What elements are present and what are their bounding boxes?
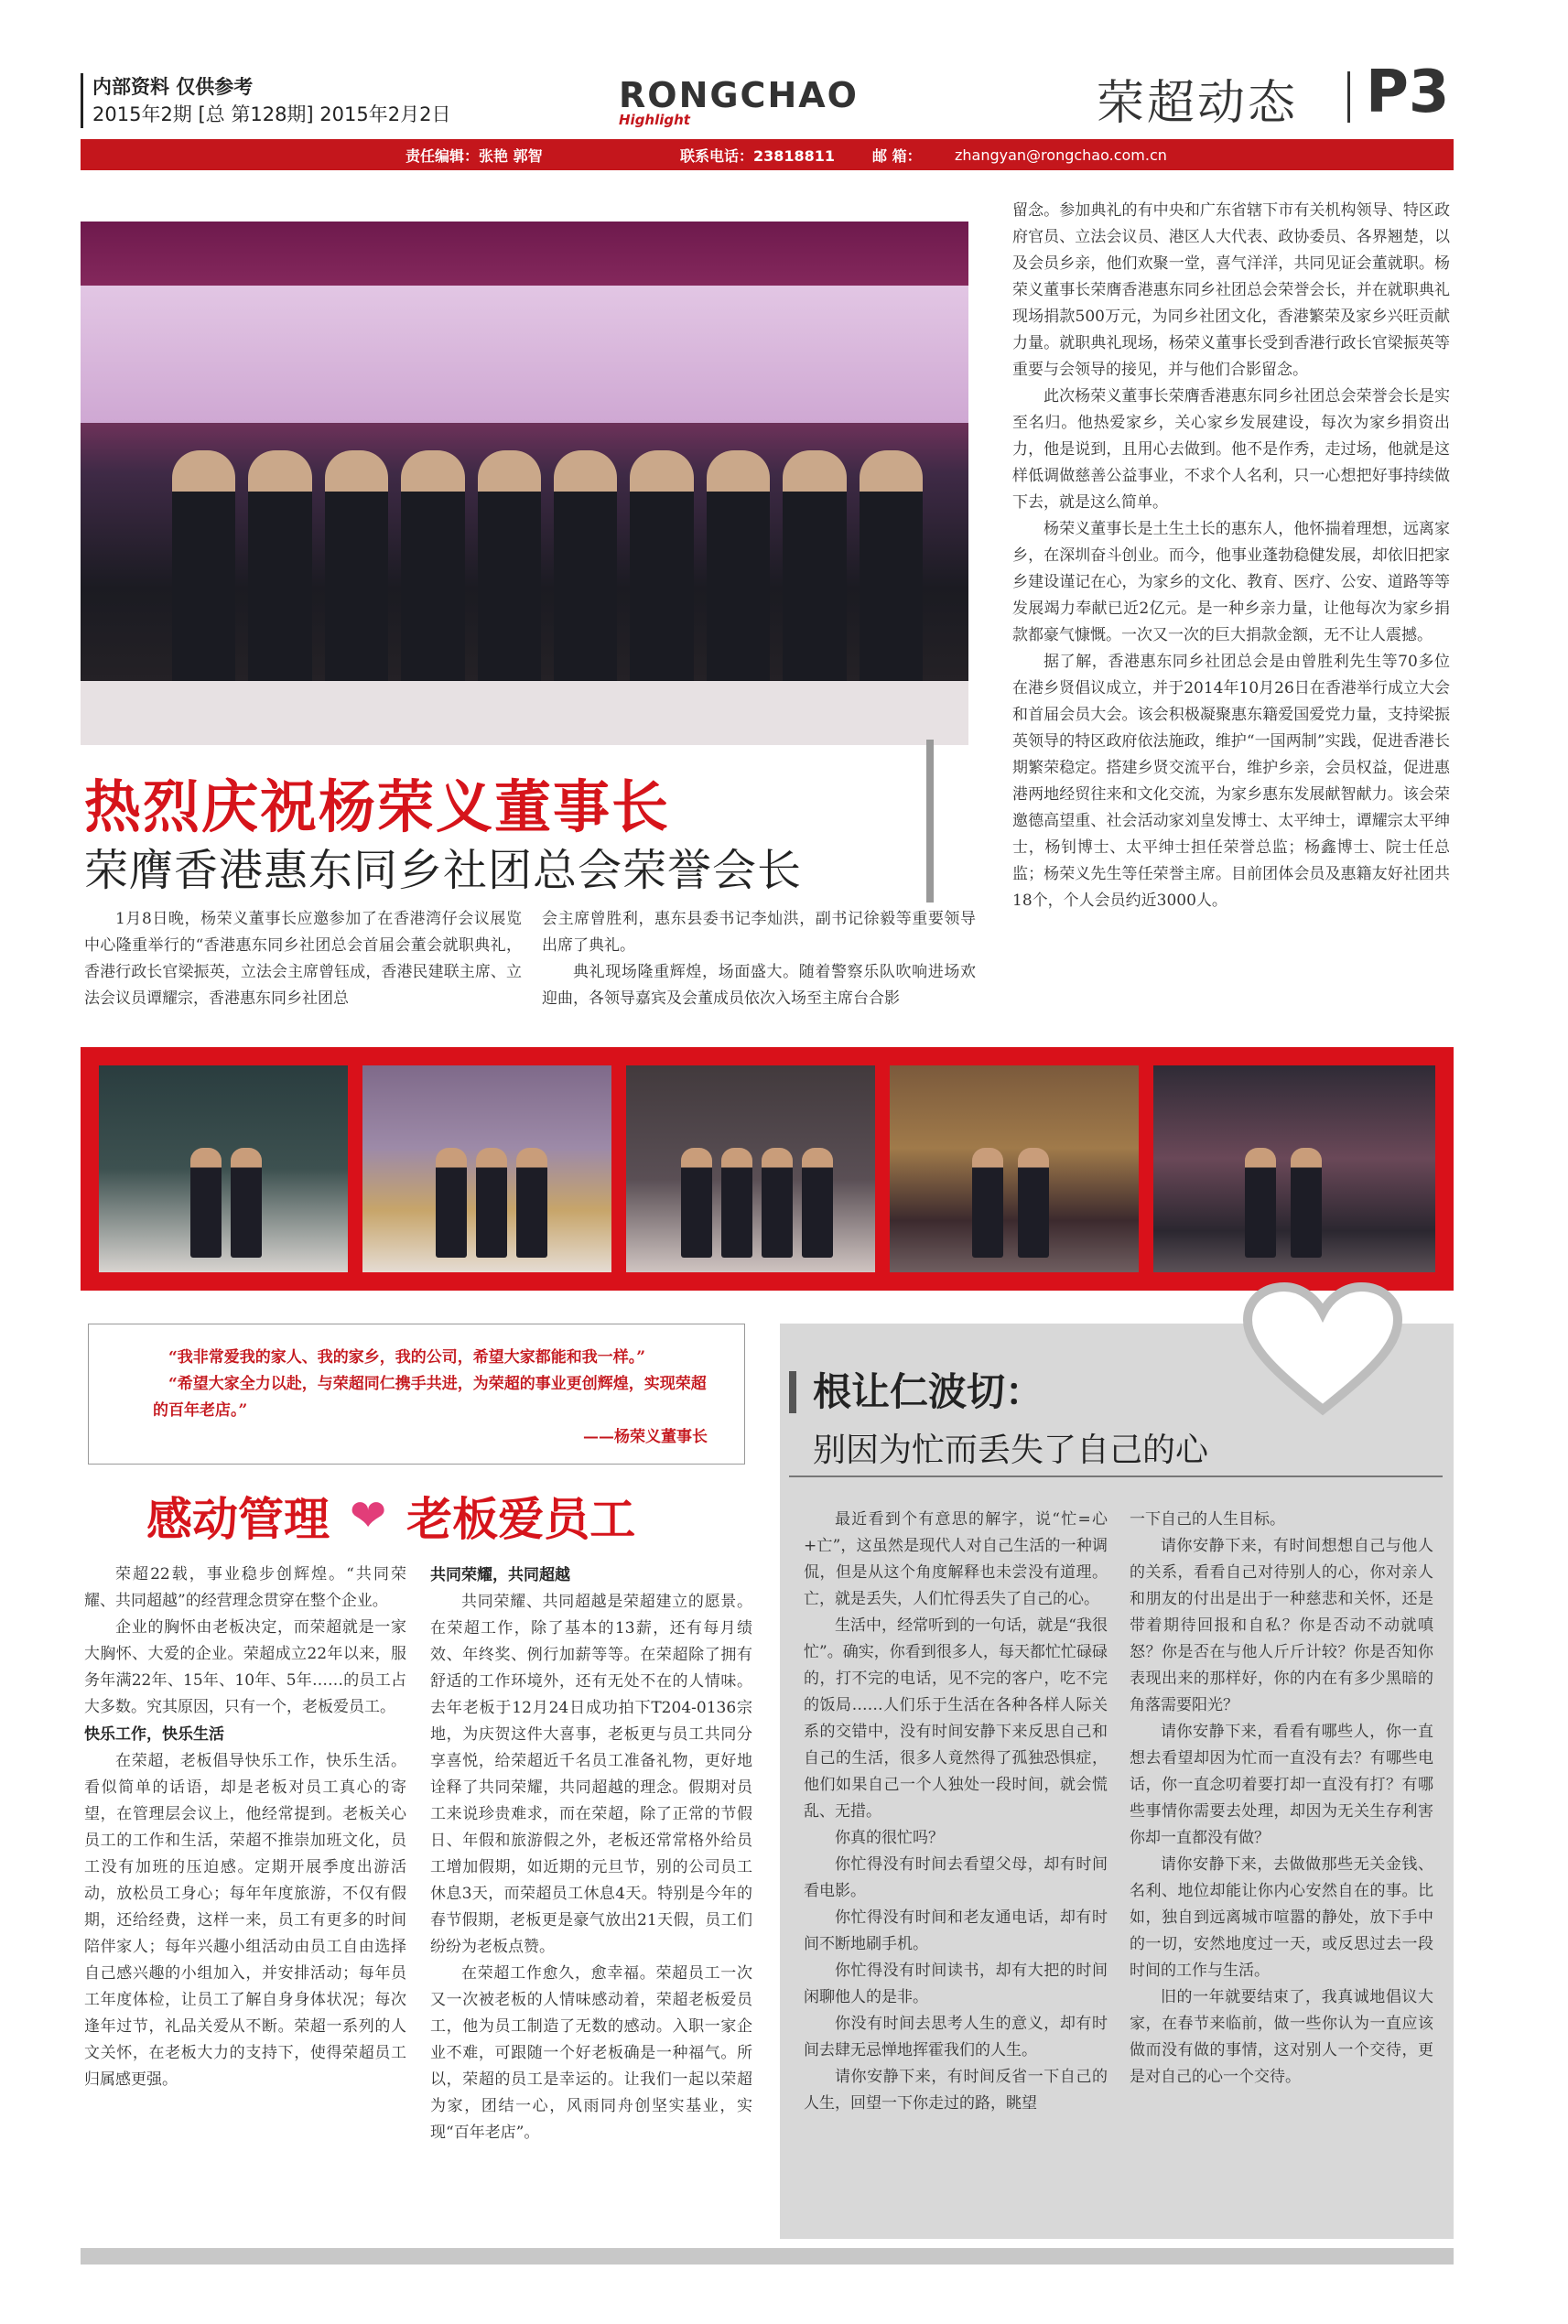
- feature-subtitle: 别因为忙而丢失了自己的心: [813, 1432, 1209, 1469]
- title-right: 老板爱员工: [406, 1493, 636, 1546]
- paragraph: 你忙得没有时间和老友通电话，却有时间不断地刷手机。: [804, 1908, 1108, 1953]
- article-column-1: [84, 906, 522, 1012]
- gallery-photo: [99, 1065, 348, 1272]
- quote-signature: ——杨荣义董事长: [583, 1428, 708, 1446]
- mail-address: zhangyan@rongchao.com.cn: [955, 146, 1167, 164]
- quote-box: [88, 1324, 745, 1465]
- paragraph: 旧的一年就要结束了，我真诚地倡议大家，在春节来临前，做一些你认为一直应该做而没有做的事情，这对别人一个交待，更是对自己的心一个交待。: [1130, 1988, 1433, 2086]
- feature-title: 根让仁波切：: [789, 1371, 1448, 1413]
- gallery-photo: [626, 1065, 875, 1272]
- masthead-info: [81, 73, 593, 128]
- paragraph: 典礼现场隆重辉煌，场面盛大。随着警察乐队吹响进场欢迎曲，各领导嘉宾及会董成员依次入场至主席台合影: [542, 963, 976, 1008]
- paragraph: 企业的胸怀由老板决定，而荣超就是一家大胸怀、大爱的企业。荣超成立22年以来，服务年满22年、15年、10年、5年……的员工占大多数。究其原因，只有一个，老板爱员工。: [84, 1618, 406, 1716]
- paragraph: 请你安静下来，有时间反省一下自己的人生，回望一下你走过的路，眺望: [804, 2068, 1108, 2113]
- paragraph: 请你安静下来，去做做那些无关金钱、名利、地位却能让你内心安然自在的事。比如，独自到远离城市喧嚣的静处，放下手中的一切，安然地度过一天，或反思过去一段时间的工作与生活。: [1130, 1855, 1433, 1980]
- heart-icon: ❤: [350, 1490, 387, 1541]
- section-divider: [1347, 71, 1350, 123]
- gallery-photo: [890, 1065, 1139, 1272]
- subheading: 共同荣耀，共同超越: [430, 1566, 570, 1584]
- gallery-photo: [1153, 1065, 1435, 1272]
- editors: 责任编辑：张艳 郭智: [406, 146, 543, 165]
- article-column-3: [1012, 198, 1450, 914]
- paragraph: 据了解，香港惠东同乡社团总会是由曾胜利先生等70多位在港乡贤倡议成立，并于2014年10月26日在香港举行成立大会和首届会员大会。该会积极凝聚惠东籍爱国爱党力量，支持梁振英领导的特区政府依法施政，维护“一国两制”实践，促进香港长期繁荣稳定。搭建乡贤交流平台，维护乡亲，会员权益，促进惠港两地经贸往来和文化交流，为家乡惠东发展献智献力。该会荣邀德高望重、社会活动家刘皇发博士、太平绅士，谭耀宗太平绅士，杨钊博士、太平绅士担任荣誉总监；杨鑫博士、院士任总监；杨荣义先生等任荣誉主席。目前团体会员及惠籍友好社团共18个，个人会员约近3000人。: [1012, 653, 1450, 910]
- paragraph: 请你安静下来，看看有哪些人，你一直想去看望却因为忙而一直没有去？有哪些电话，你一直念叨着要打却一直没有打？有哪些事情你需要去处理，却因为无关生存利害你却一直都没有做？: [1130, 1723, 1433, 1847]
- paragraph: 在荣超，老板倡导快乐工作，快乐生活。看似简单的话语，却是老板对员工真心的寄望，在管理层会议上，他经常提到。老板关心员工的工作和生活，荣超不推崇加班文化，员工没有加班的压迫感。定期开展季度出游活动，放松员工身心；每年年度旅游，不仅有假期，还给经费，这样一来，员工有更多的时间陪伴家人；每年兴趣小组活动由员工自由选择自己感兴趣的小组加入，并安排活动；每年员工年度体检，让员工了解自身身体状况；每次逢年过节，礼品关爱从不断。荣超一系列的人文关怀，在老板大力的支持下，使得荣超员工归属感更强。: [84, 1752, 406, 2089]
- paragraph: 生活中，经常听到的一句话，就是“我很忙”。确实，你看到很多人，每天都忙忙碌碌的，打不完的电话，见不完的客户，吃不完的饭局……人们乐于生活在各种各样人际关系的交错中，没有时间安静下来反思自己和自己的生活，很多人竟然得了孤独恐惧症，他们如果自己一个人独处一段时间，就会慌乱、无措。: [804, 1616, 1108, 1821]
- photo-people: [172, 423, 923, 707]
- paragraph: 你没有时间去思考人生的意义，却有时间去肆无忌惮地挥霍我们的人生。: [804, 2015, 1108, 2059]
- hero-photo: [81, 222, 968, 745]
- headline-divider: [926, 740, 934, 903]
- feature-divider: [789, 1475, 1443, 1477]
- paragraph: 留念。参加典礼的有中央和广东省辖下市有关机构领导、特区政府官员、立法会议员、港区人大代表、政协委员、各界翘楚，以及会员乡亲，他们欢聚一堂，喜气洋洋，共同见证会董就职。杨荣义董事长荣膺香港惠东同乡社团总会荣誉会长，并在就职典礼现场捐款500万元，为同乡社团文化，香港繁荣及家乡兴旺贡献力量。就职典礼现场，杨荣义董事长受到香港行政长官梁振英等重要与会领导的接见，并与他们合影留念。: [1012, 201, 1450, 379]
- quote-2: “希望大家全力以赴，与荣超同仁携手共进，为荣超的事业更创辉煌，实现荣超的百年老店。”: [153, 1375, 707, 1420]
- paragraph: 共同荣耀、共同超越是荣超建立的愿景。在荣超工作，除了基本的13薪，还有每月绩效、年终奖、例行加薪等等。在荣超除了拥有舒适的工作环境外，还有无处不在的人情味。去年老板于12月24日成功拍下T204-0136宗地，为庆贺这件大喜事，老板更与员工共同分享喜悦，给荣超近千名员工准备礼物，更好地诠释了共同荣耀，共同超越的理念。假期对员工来说珍贵难求，而在荣超，除了正常的节假日、年假和旅游假之外，老板还常常格外给员工增加假期，如近期的元旦节，别的公司员工休息3天，而荣超员工休息4天。特别是今年的春节假期，老板更是豪气放出21天假，员工们纷纷为老板点赞。: [430, 1593, 752, 1956]
- paragraph: 一下自己的人生目标。: [1130, 1510, 1285, 1529]
- paragraph: 你忙得没有时间去看望父母，却有时间看电影。: [804, 1855, 1108, 1900]
- feature-column-1: [804, 1507, 1108, 2117]
- subheading: 快乐工作，快乐生活: [84, 1725, 224, 1744]
- article-headline: 热烈庆祝杨荣义董事长: [84, 773, 671, 840]
- quote-1: “我非常爱我的家人、我的家乡，我的公司，希望大家都能和我一样。”: [168, 1348, 646, 1367]
- feature-column-2: [1130, 1507, 1433, 2091]
- page-number: P3: [1366, 59, 1450, 126]
- paragraph: 在荣超工作愈久，愈幸福。荣超员工一次又一次被老板的人情味感动着，荣超老板爱员工，他为员工制造了无数的感动。入职一家企业不难，可跟随一个好老板确是一种福气。所以，荣超的员工是幸运的。让我们一起以荣超为家，团结一心，风雨同舟创坚实基业，实现“百年老店”。: [430, 1964, 752, 2142]
- mail-label: 邮 箱：: [872, 146, 922, 165]
- paragraph: 1月8日晚，杨荣义董事长应邀参加了在香港湾仔会议展览中心隆重举行的“香港惠东同乡社团总会首届会董会就职典礼，香港行政长官梁振英，立法会主席曾钰成，香港民建联主席、立法会议员谭耀宗，香港惠东同乡社团总: [84, 910, 522, 1008]
- section-title: 荣超动态: [1097, 76, 1299, 131]
- feature-heading: [789, 1371, 1448, 1471]
- brand-subtitle: Highlight: [619, 112, 690, 128]
- photo-banner: [81, 286, 968, 423]
- paragraph: 最近看到个有意思的解字，说“忙=心+亡”，这虽然是现代人对自己生活的一种调侃，但是从这个角度解释也未尝没有道理。亡，就是丢失，人们忙得丢失了自己的心。: [804, 1510, 1108, 1608]
- phone: 联系电话：23818811: [680, 146, 836, 165]
- article-column-2: [542, 906, 976, 1012]
- paragraph: 你真的很忙吗？: [835, 1829, 944, 1847]
- paragraph: 请你安静下来，有时间想想自己与他人的关系，看看自己对待别人的心，你对亲人和朋友的付出是出于一种慈悲和关怀，还是带着期待回报和自私？你是否动不动就嗔怒？你是否在与他人斤斤计较？你是否知你表现出来的那样好，你的内在有多少黑暗的角落需要阳光？: [1130, 1537, 1433, 1714]
- brand-name: RONGCHAO: [619, 75, 859, 115]
- editor-bar: [81, 139, 1454, 170]
- article-subhead: 荣膺香港惠东同乡社团总会荣誉会长: [84, 845, 803, 896]
- footer-bar: [81, 2248, 1454, 2265]
- gallery-photo: [362, 1065, 611, 1272]
- paragraph: 你忙得没有时间读书，却有大把的时间闲聊他人的是非。: [804, 1962, 1108, 2006]
- management-column-2: [430, 1562, 752, 2146]
- paragraph: 杨荣义董事长是土生土长的惠东人，他怀揣着理想，远离家乡，在深圳奋斗创业。而今，他事业蓬勃稳健发展，却依旧把家乡建设谨记在心，为家乡的文化、教育、医疗、公安、道路等等发展竭力奉献已近2亿元。是一种乡亲力量，让他每次为家乡捐款都豪气慷慨。一次又一次的巨大捐款金额，无不让人震撼。: [1012, 520, 1450, 644]
- photo-gallery: [81, 1047, 1454, 1291]
- management-column-1: [84, 1562, 406, 2093]
- paragraph: 荣超22载，事业稳步创辉煌。“共同荣耀、共同超越”的经营理念贯穿在整个企业。: [84, 1565, 406, 1610]
- management-title: [146, 1483, 635, 1549]
- internal-notice: 内部资料 仅供参考: [92, 76, 254, 98]
- issue-info: 2015年2期 [总 第128期] 2015年2月2日: [92, 103, 451, 125]
- paragraph: 会主席曾胜利，惠东县委书记李灿洪，副书记徐毅等重要领导出席了典礼。: [542, 910, 976, 955]
- brand-logo: [619, 75, 893, 128]
- paragraph: 此次杨荣义董事长荣膺香港惠东同乡社团总会荣誉会长是实至名归。他热爱家乡，关心家乡发展建设，每次为家乡捐资出力，他是说到，且用心去做到。他不是作秀，走过场，他就是这样低调做慈善公益事业，不求个人名利，只一心想把好事持续做下去，就是这么简单。: [1012, 387, 1450, 512]
- title-left: 感动管理: [146, 1493, 330, 1546]
